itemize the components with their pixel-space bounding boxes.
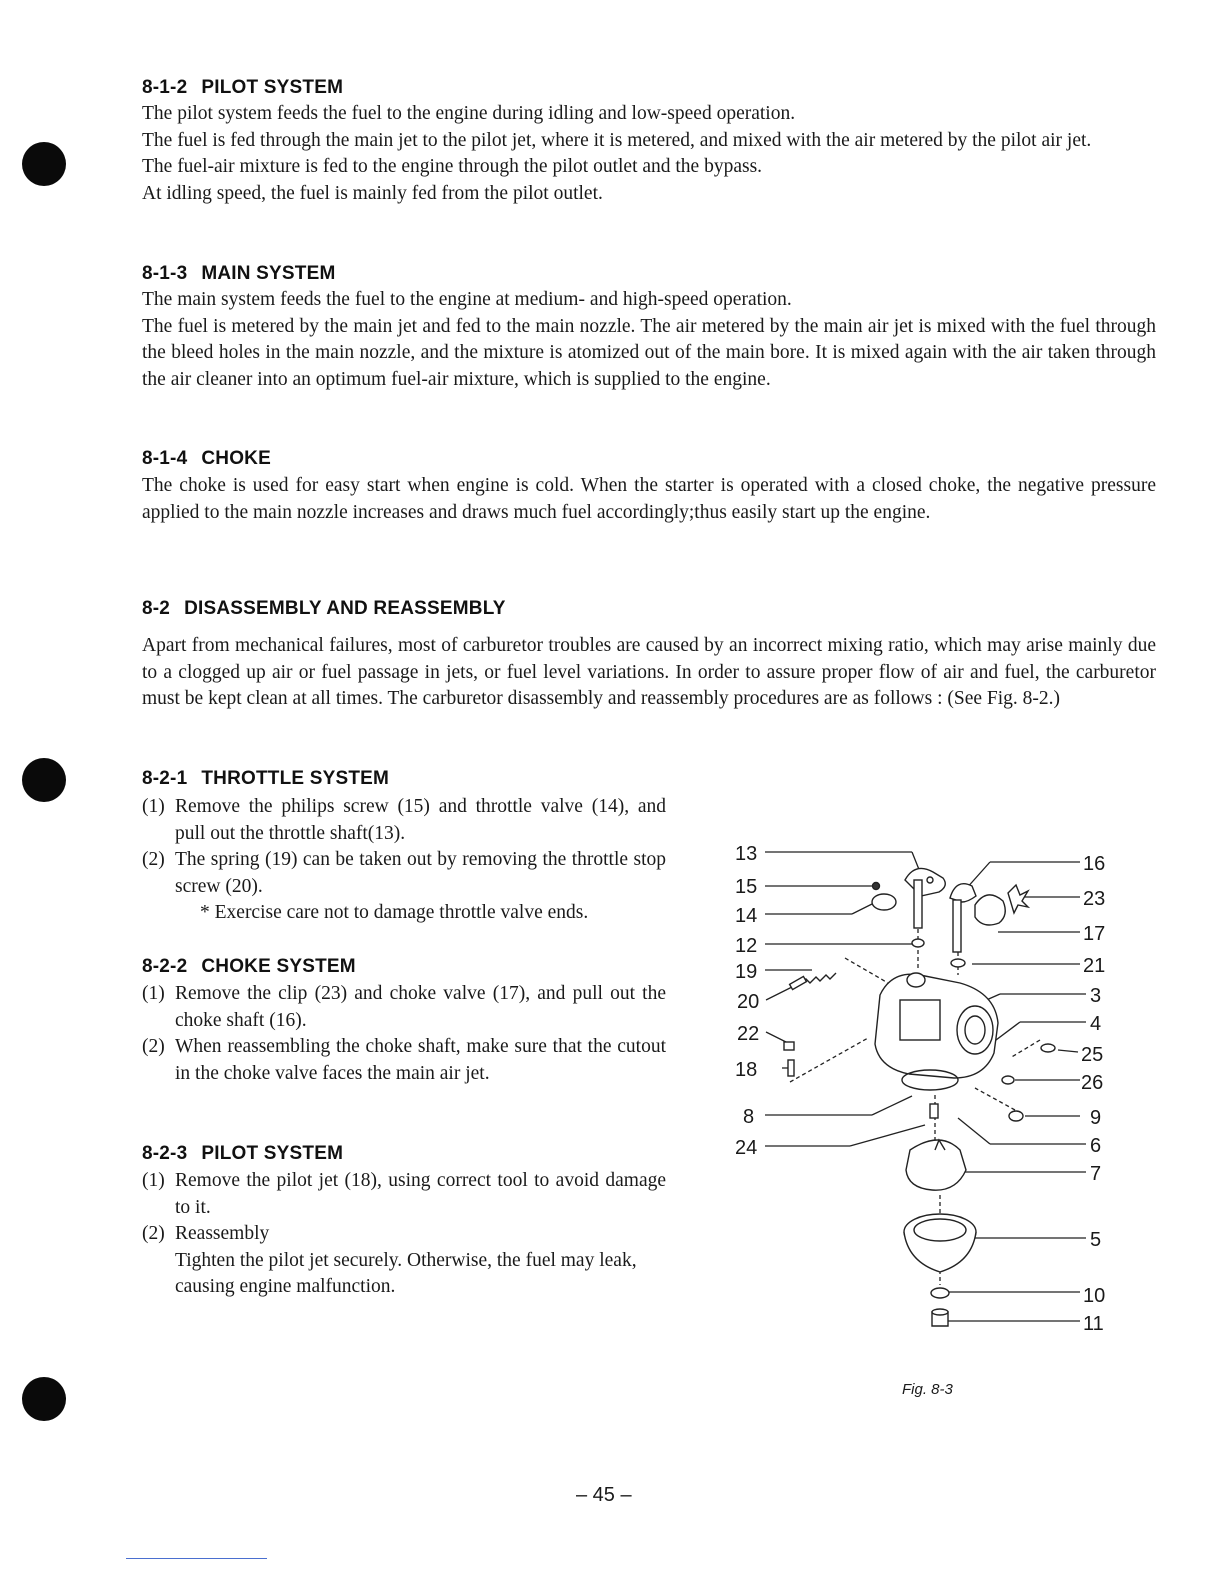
callout-label: 17 — [1083, 923, 1106, 945]
item-number: (2) — [142, 1036, 165, 1057]
callout-label: 16 — [1083, 853, 1106, 875]
section-title: DISASSEMBLY AND REASSEMBLY — [184, 598, 506, 619]
section-number: 8-2-3 — [142, 1143, 188, 1164]
paragraph-line: The main system feeds the fuel to the engine at medium- and high-speed operation. — [142, 289, 792, 310]
paragraph-line: The pilot system feeds the fuel to the engine during idling and low-speed operation. — [142, 103, 796, 124]
right-callouts — [1081, 853, 1105, 1335]
section-title: MAIN SYSTEM — [201, 263, 336, 284]
item-number: (2) — [142, 1223, 165, 1244]
section-title: THROTTLE SYSTEM — [201, 768, 390, 789]
paragraph: Apart from mechanical failures, most of carburetor troubles are caused by an incorrect mixing ratio, which may arise mainly due to a clogged up air or fuel passage in jets, or fuel level variations. In order to assure proper flow of air and fuel, the carburetor must be kept clean at all times. The carburetor disassembly and reassembly procedures are as follows : (See Fig. 8-2.) — [142, 635, 1156, 709]
paragraph: The choke is used for easy start when engine is cold. When the starter is operated with a closed choke, the negative pressure applied to the main nozzle increases and draws much fuel accordingly;thus easily start up the engine. — [142, 475, 1156, 523]
item-number: (2) — [142, 849, 165, 870]
callout-label: 18 — [735, 1059, 758, 1081]
paragraph-line: The fuel is fed through the main jet to the pilot jet, where it is metered, and mixed with the air metered by the pilot air jet. — [142, 129, 1092, 151]
callout-label: 14 — [735, 905, 758, 927]
callout-label: 15 — [735, 876, 758, 898]
left-callouts — [735, 843, 759, 1159]
callout-label: 19 — [735, 961, 758, 983]
item-text: Remove the clip (23) and choke valve (17), and pull out the choke shaft (16). — [175, 983, 666, 1031]
section-number: 8-1-4 — [142, 448, 188, 469]
callout-label: 10 — [1083, 1285, 1106, 1307]
footer-rule — [126, 1558, 267, 1559]
section-title: PILOT SYSTEM — [201, 77, 344, 98]
paragraph-line: The fuel-air mixture is fed to the engine through the pilot outlet and the bypass. — [142, 156, 763, 177]
callout-label: 25 — [1081, 1044, 1104, 1066]
section-title: CHOKE SYSTEM — [201, 956, 356, 977]
paragraph-line: The fuel is metered by the main jet and fed to the main nozzle. The air metered by the main air jet is mixed with the fuel through the bleed holes in the main nozzle, and the mixture is atomized out of the main bore. It is mixed again with the air taken through the air cleaner into an optimum fuel-air mixture, which is supplied to the engine. — [142, 315, 1156, 390]
callout-label: 11 — [1083, 1313, 1104, 1335]
callout-label: 24 — [735, 1137, 758, 1159]
callout-label: 26 — [1081, 1072, 1104, 1094]
section-number: 8-1-2 — [142, 77, 188, 98]
section-number: 8-1-3 — [142, 263, 188, 284]
item-text: The spring (19) can be taken out by removing the throttle stop screw (20). — [175, 849, 666, 897]
item-text: When reassembling the choke shaft, make sure that the cutout in the choke valve faces the main air jet. — [175, 1036, 666, 1084]
item-number: (1) — [142, 796, 165, 817]
section-number: 8-2-2 — [142, 956, 188, 977]
callout-label: 4 — [1090, 1013, 1102, 1035]
section-title: CHOKE — [201, 448, 271, 469]
callout-label: 6 — [1090, 1135, 1102, 1157]
callout-label: 21 — [1083, 955, 1106, 977]
callout-label: 8 — [743, 1106, 755, 1128]
item-number: (1) — [142, 1170, 165, 1191]
callout-label: 3 — [1090, 985, 1102, 1007]
section-title: PILOT SYSTEM — [201, 1143, 344, 1164]
figure-caption: Fig. 8-3 — [902, 1381, 953, 1398]
callout-label: 20 — [737, 991, 760, 1013]
callout-label: 5 — [1090, 1229, 1102, 1251]
item-number: (1) — [142, 983, 165, 1004]
item-text: Remove the philips screw (15) and throttle valve (14), and pull out the throttle shaft(13). — [175, 796, 666, 844]
callout-label: 23 — [1083, 888, 1106, 910]
item-text: Remove the pilot jet (18), using correct tool to avoid damage to it. — [175, 1170, 666, 1218]
paragraph-line: At idling speed, the fuel is mainly fed from the pilot outlet. — [142, 182, 603, 204]
callout-label: 13 — [735, 843, 758, 865]
callout-label: 9 — [1090, 1107, 1102, 1129]
section-number: 8-2-1 — [142, 768, 188, 789]
section-number: 8-2 — [142, 598, 171, 619]
item-text: Reassembly — [175, 1223, 270, 1244]
callout-label: 12 — [735, 935, 758, 957]
callout-label: 7 — [1090, 1163, 1102, 1185]
page-number: – 45 – — [576, 1484, 632, 1506]
caution-note: * Exercise care not to damage throttle valve ends. — [200, 902, 589, 923]
item-text-continued: Tighten the pilot jet securely. Otherwise, the fuel may leak, causing engine malfunction. — [175, 1249, 637, 1297]
callout-label: 22 — [737, 1023, 760, 1045]
